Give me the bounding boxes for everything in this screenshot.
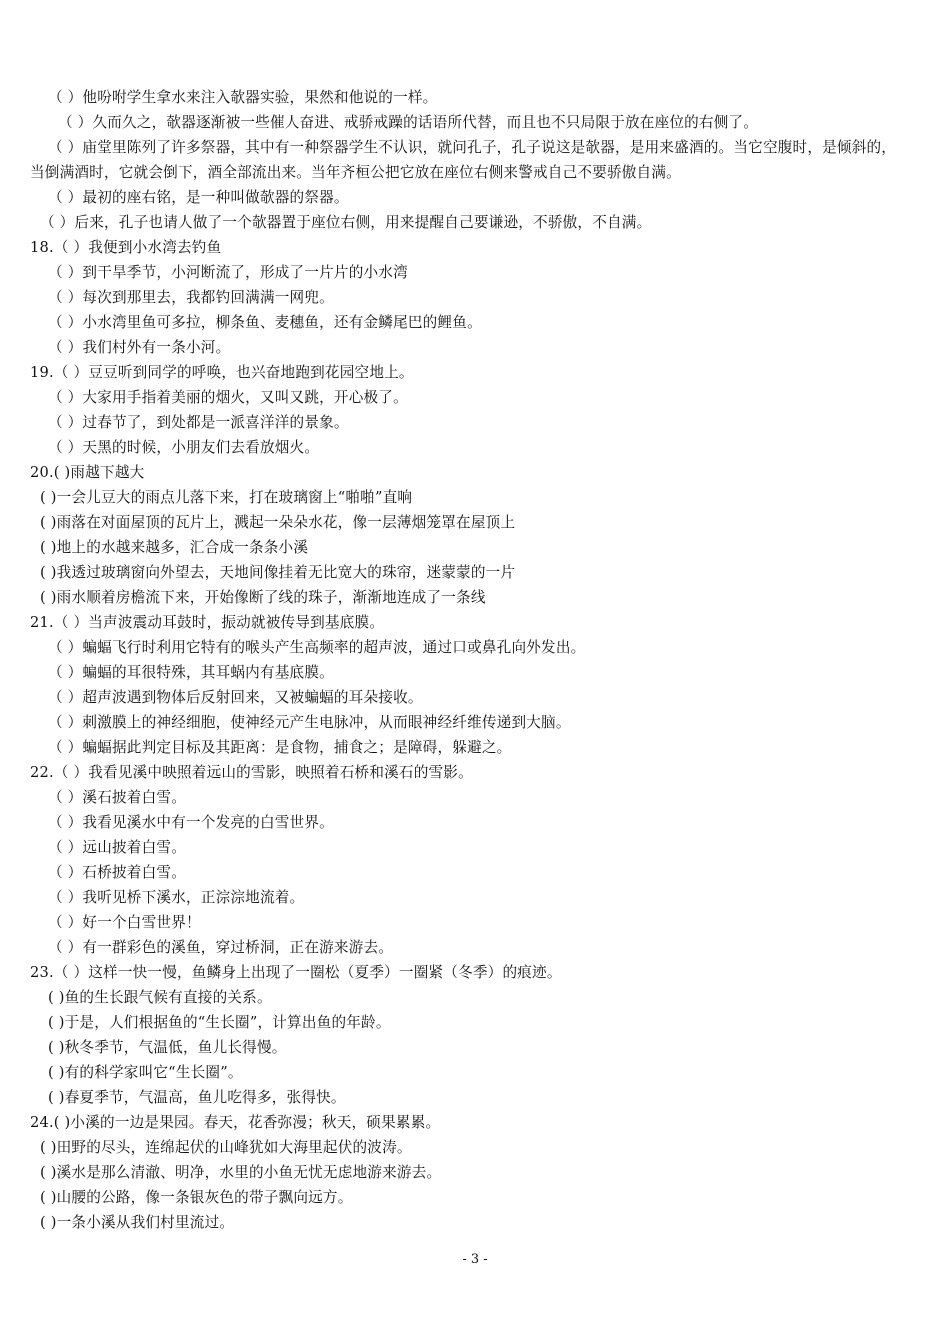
text-line: ( )溪水是那么清澈、明净，水里的小鱼无忧无虑地游来游去。	[40, 1164, 442, 1181]
text-line: ( )我透过玻璃窗向外望去，天地间像挂着无比宽大的珠帘，迷蒙蒙的一片	[40, 564, 516, 581]
text-line: （ ）有一群彩色的溪鱼，穿过桥洞，正在游来游去。	[48, 939, 394, 956]
text-line: （ ）我听见桥下溪水，正淙淙地流着。	[48, 889, 305, 906]
text-line: ( )秋冬季节，气温低，鱼儿长得慢。	[48, 1039, 287, 1056]
page-number: - 3 -	[462, 1252, 488, 1267]
text-line: （ ）庙堂里陈列了许多祭器，其中有一种祭器学生不认识，就问孔子，孔子说这是欹器，是用来盛酒的。当它空腹时，是倾斜的，	[48, 139, 897, 156]
text-line: （ ）蝙蝠据此判定目标及其距离：是食物，捕食之；是障碍，躲避之。	[48, 739, 512, 756]
question-heading: 23.（ ）这样一快一慢，鱼鳞身上出现了一圈松（夏季）一圈紧（冬季）的痕迹。	[30, 964, 562, 981]
text-line: （ ）蝙蝠的耳很特殊，其耳蜗内有基底膜。	[48, 664, 334, 681]
text-line: （ ）最初的座右铭，是一种叫做欹器的祭器。	[48, 189, 349, 206]
question-heading: 20.( )雨越下越大	[30, 464, 145, 481]
text-line: （ ）石桥披着白雪。	[48, 864, 186, 881]
text-line: （ ）大家用手指着美丽的烟火，又叫又跳，开心极了。	[48, 389, 408, 406]
text-line: （ ）我看见溪水中有一个发亮的白雪世界。	[48, 814, 334, 831]
text-line: ( )一条小溪从我们村里流过。	[40, 1214, 235, 1231]
text-line: （ ）好一个白雪世界！	[48, 914, 201, 931]
text-line: （ ）久而久之，欹器逐渐被一些催人奋进、戒骄戒躁的话语所代替，而且也不只局限于放在座位的右侧了。	[58, 114, 759, 131]
text-line: ( )山腰的公路，像一条银灰色的带子飘向远方。	[40, 1189, 353, 1206]
text-line: ( )雨水顺着房檐流下来，开始像断了线的珠子，渐渐地连成了一条线	[40, 589, 486, 606]
text-line: （ ）我们村外有一条小河。	[48, 339, 231, 356]
text-line: （ ）他吩咐学生拿水来注入欹器实验，果然和他说的一样。	[48, 89, 438, 106]
question-heading: 22.（ ）我看见溪中映照着远山的雪影，映照着石桥和溪石的雪影。	[30, 764, 473, 781]
text-line: ( )于是，人们根据鱼的“生长圈”，计算出鱼的年龄。	[48, 1014, 391, 1031]
text-line: ( )春夏季节，气温高，鱼儿吃得多，张得快。	[48, 1089, 346, 1106]
text-line: （ ）后来，孔子也请人做了一个欹器置于座位右侧，用来提醒自己要谦逊，不骄傲，不自满。	[40, 214, 652, 231]
text-line: 当倒满酒时，它就会倒下，酒全部流出来。当年齐桓公把它放在座位右侧来警戒自己不要骄傲自满。	[30, 164, 681, 181]
question-heading: 19.（ ）豆豆听到同学的呼唤，也兴奋地跑到花园空地上。	[30, 364, 414, 381]
text-line: ( )鱼的生长跟气候有直接的关系。	[48, 989, 272, 1006]
text-line: ( )一会儿豆大的雨点儿落下来，打在玻璃窗上“啪啪”直响	[40, 489, 413, 506]
question-heading: 21.（ ）当声波震动耳鼓时，振动就被传导到基底膜。	[30, 614, 385, 631]
text-line: （ ）远山披着白雪。	[48, 839, 186, 856]
text-line: （ ）溪石披着白雪。	[48, 789, 186, 806]
text-line: ( )地上的水越来越多，汇合成一条条小溪	[40, 539, 309, 556]
text-line: ( )雨落在对面屋顶的瓦片上，溅起一朵朵水花，像一层薄烟笼罩在屋顶上	[40, 514, 516, 531]
text-line: （ ）超声波遇到物体后反射回来，又被蝙蝠的耳朵接收。	[48, 689, 423, 706]
text-line: （ ）到干旱季节，小河断流了，形成了一片片的小水湾	[48, 264, 408, 281]
text-line: （ ）天黑的时候，小朋友们去看放烟火。	[48, 439, 320, 456]
text-line: （ ）每次到那里去，我都钓回满满一网兜。	[48, 289, 334, 306]
text-line: （ ）过春节了，到处都是一派喜洋洋的景象。	[48, 414, 349, 431]
text-line: （ ）刺激膜上的神经细胞，使神经元产生电脉冲，从而眼神经纤维传递到大脑。	[48, 714, 571, 731]
text-line: （ ）小水湾里鱼可多拉，柳条鱼、麦穗鱼，还有金鳞尾巴的鲤鱼。	[48, 314, 482, 331]
text-line: （ ）蝙蝠飞行时利用它特有的喉头产生高频率的超声波，通过口或鼻孔向外发出。	[48, 639, 586, 656]
question-heading: 18.（ ）我便到小水湾去钓鱼	[30, 239, 222, 256]
question-heading: 24.( )小溪的一边是果园。春天，花香弥漫；秋天，硕果累累。	[30, 1114, 441, 1131]
text-line: ( )田野的尽头，连绵起伏的山峰犹如大海里起伏的波涛。	[40, 1139, 412, 1156]
text-line: ( )有的科学家叫它“生长圈”。	[48, 1064, 243, 1081]
